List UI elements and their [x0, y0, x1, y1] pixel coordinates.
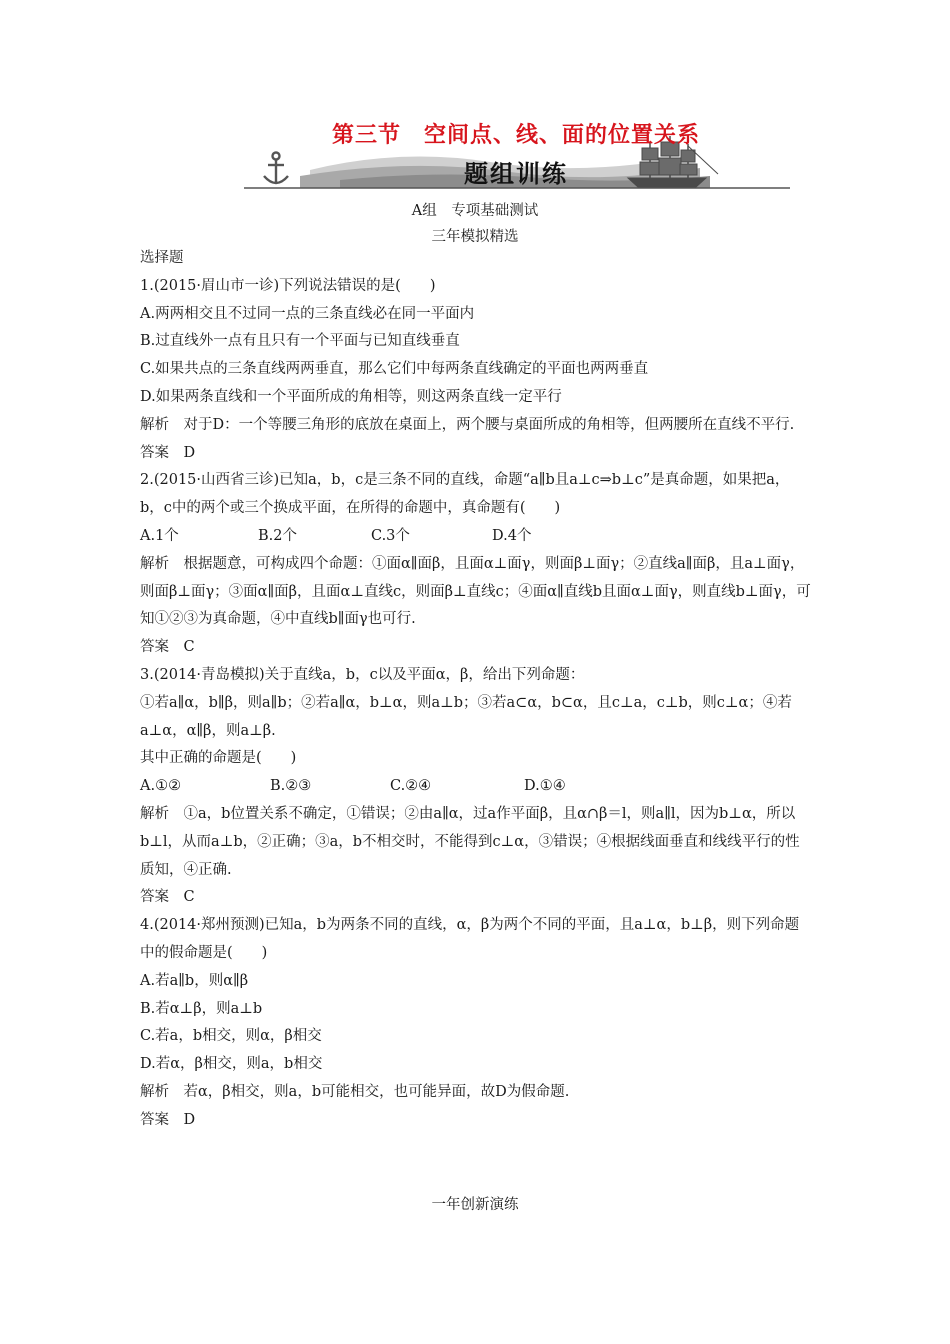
q4-stem: 4.(2014·郑州预测)已知a，b为两条不同的直线，α，β为两个不同的平面，且a⊥α，b⊥β，则下列命题中的假命题是( ) [140, 917, 800, 961]
question-list [140, 245, 812, 1135]
q3-option-b: B.②③ [270, 778, 312, 795]
q3-stem: 3.(2014·青岛模拟)关于直线a，b，c以及平面α，β，给出下列命题： [140, 666, 585, 683]
q4-answer: 答案 D [140, 1111, 196, 1128]
q2-option-c: C.3个 [371, 527, 410, 544]
q1-answer: 答案 D [140, 444, 196, 461]
section2-heading: 一年创新演练 [431, 1197, 519, 1213]
q3-option-c: C.②④ [390, 778, 432, 795]
q3-option-d: D.①④ [524, 778, 566, 795]
q2-options [140, 523, 812, 551]
q2-stem: 2.(2015·山西省三诊)已知a，b，c是三条不同的直线，命题“a∥b且a⊥c⇒b⊥c”是真命题，如果把a，b，c中的两个或三个换成平面，在所得的命题中，真命题有( ) [140, 472, 790, 517]
q1-stem: 1.(2015·眉山市一诊)下列说法错误的是( ) [140, 277, 436, 294]
q3-option-a: A.①② [140, 778, 182, 795]
section-banner [240, 118, 792, 196]
q4-option-b: B.若α⊥β，则a⊥b [140, 1000, 263, 1017]
q3-propositions: ①若a∥α，b∥β，则a∥b；②若a∥α，b⊥α，则a⊥b；③若a⊂α，b⊂α，且c⊥a，c⊥b，则c⊥α；④若a⊥α，α∥β，则a⊥β. [140, 694, 792, 739]
q3-answer: 答案 C [140, 889, 195, 906]
q4-option-a: A.若a∥b，则α∥β [140, 972, 249, 989]
q1-option-c: C.如果共点的三条直线两两垂直，那么它们中每两条直线确定的平面也两两垂直 [140, 361, 649, 378]
q2-option-b: B.2个 [258, 527, 297, 544]
q2-option-a: A.1个 [140, 527, 179, 544]
group-heading: A组 专项基础测试 [411, 203, 539, 219]
q2-analysis: 解析 根据题意，可构成四个命题：①面α∥面β，且面α⊥面γ，则面β⊥面γ；②直线a∥面β，且a⊥面γ，则面β⊥面γ；③面α∥面β，且面α⊥直线c，则面β⊥直线c；④面α∥直线b且面α⊥面γ，则直线b⊥面γ，可知①②③为真命题，④中直线b∥面γ也可行. [140, 555, 811, 628]
q1-option-d: D.如果两条直线和一个平面所成的角相等，则这两条直线一定平行 [140, 388, 562, 405]
section1-heading: 三年模拟精选 [431, 229, 519, 245]
q1-option-b: B.过直线外一点有且只有一个平面与已知直线垂直 [140, 333, 460, 350]
chapter-title: 第三节 空间点、线、面的位置关系 [331, 123, 700, 148]
q2-option-d: D.4个 [492, 527, 532, 544]
q3-analysis: 解析 ①a，b位置关系不确定，①错误；②由a∥α，过a作平面β，且α∩β＝l，则a∥l，因为b⊥α，所以b⊥l，从而a⊥b，②正确；③a，b不相交时，不能得到c⊥α，③错误；④根据线面垂直和线线平行的性质知，④正确. [140, 805, 800, 878]
q4-option-c: C.若a，b相交，则α，β相交 [140, 1028, 322, 1045]
section-type: 选择题 [140, 250, 184, 266]
q1-analysis: 解析 对于D：一个等腰三角形的底放在桌面上，两个腰与桌面所成的角相等，但两腰所在直线不平行. [140, 416, 795, 433]
q1-option-a: A.两两相交且不过同一点的三条直线必在同一平面内 [140, 305, 475, 322]
q3-options [140, 773, 812, 801]
q3-question: 其中正确的命题是( ) [140, 750, 297, 767]
banner-label: 题组训练 [464, 160, 568, 188]
q4-option-d: D.若α，β相交，则a，b相交 [140, 1056, 323, 1073]
q2-answer: 答案 C [140, 639, 195, 656]
q4-analysis: 解析 若α，β相交，则a，b可能相交，也可能异面，故D为假命题. [140, 1083, 570, 1100]
